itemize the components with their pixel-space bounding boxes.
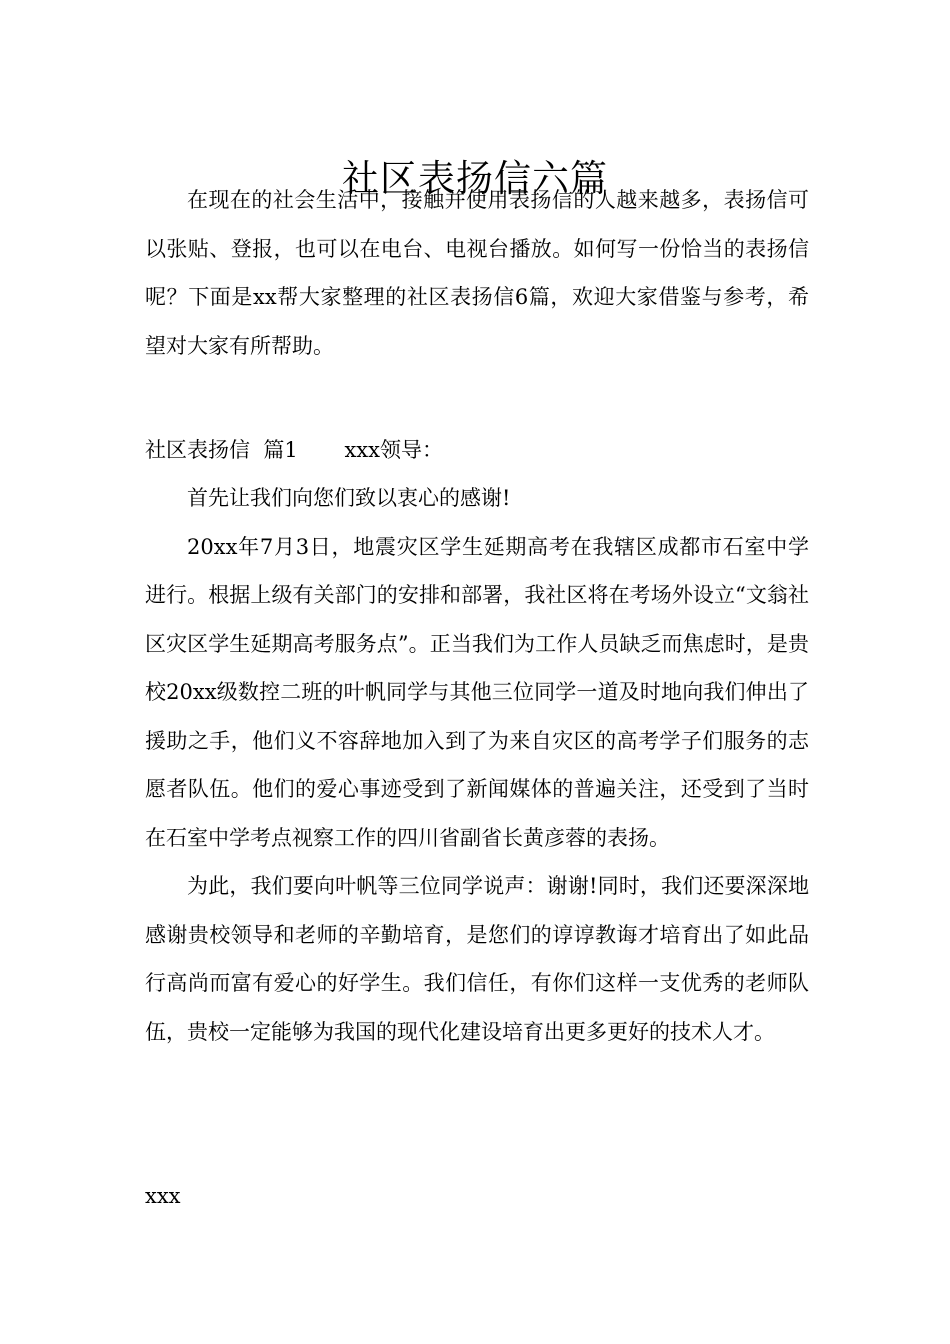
letter-paragraph-2: 20xx年7月3日，地震灾区学生延期高考在我辖区成都市石室中学进行。根据上级有关部门的安排和部署，我社区将在考场外设立“文翁社区灾区学生延期高考服务点”。正当我们为工作人员缺乏而焦虑时，是贵校20xx级数控二班的叶帆同学与其他三位同学一道及时地向我们伸出了援助之手，他们义不容辞地加入到了为来自灾区的高考学子们服务的志愿者队伍。他们的爱心事迹受到了新闻媒体的普遍关注，还受到了当时在石室中学考点视察工作的四川省副省长黄彦蓉的表扬。 <box>145 534 809 850</box>
page-title: 社区表扬信六篇 <box>342 156 608 200</box>
salutation: xxx领导： <box>344 438 443 462</box>
signature: xxx <box>145 1184 181 1208</box>
letter-body <box>145 474 809 1056</box>
section-heading-line <box>145 426 809 475</box>
letter-paragraph-3: 为此，我们要向叶帆等三位同学说声：谢谢!同时，我们还要深深地感谢贵校领导和老师的辛勤培育，是您们的谆谆教诲才培育出了如此品行高尚而富有爱心的好学生。我们信任，有你们这样一支优秀的老师队伍，贵校一定能够为我国的现代化建设培育出更多更好的技术人才。 <box>145 874 809 1044</box>
intro-section <box>145 176 809 370</box>
section-heading: 社区表扬信 篇1 <box>145 438 298 462</box>
intro-paragraph: 在现在的社会生活中，接触并使用表扬信的人越来越多，表扬信可以张贴、登报，也可以在电台、电视台播放。如何写一份恰当的表扬信呢？下面是xx帮大家整理的社区表扬信6篇，欢迎大家借鉴与参考，希望对大家有所帮助。 <box>145 188 809 358</box>
letter-paragraph-1: 首先让我们向您们致以衷心的感谢! <box>187 486 511 510</box>
